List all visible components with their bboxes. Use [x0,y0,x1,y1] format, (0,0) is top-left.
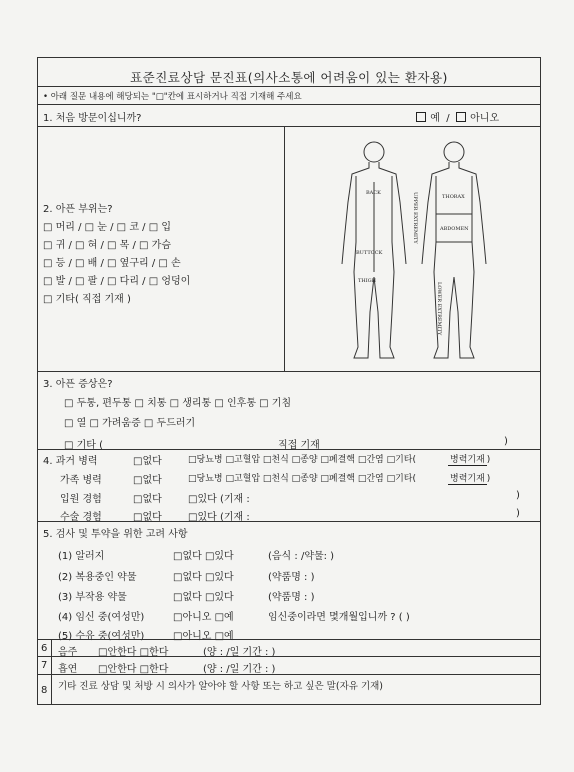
diagram-label-abdomen: ABDOMEN [440,226,469,232]
q1-options: 예 / 아니오 [416,109,499,124]
q1-no-checkbox[interactable] [456,112,466,122]
q2-row-3[interactable]: □ 등 / □ 배 / □ 옆구리 / □ 손 [43,258,181,269]
q1-yes-label: 예 [430,113,440,124]
q5-row-5-name: (5) 수유 중(여성만) [58,631,145,642]
q6-detail[interactable]: (양 : /일 기간 : ) [203,647,276,658]
q2-row-4[interactable]: □ 발 / □ 팔 / □ 다리 / □ 엉덩이 [43,276,191,287]
q4-row-4-none[interactable]: □없다 [133,512,162,523]
diagram-label-thigh: THIGH [358,278,377,284]
q3-other[interactable]: □ 기타 ( [64,440,104,451]
instruction-text: • 아래 질문 내용에 해당되는 "□"칸에 표시하거나 직접 기재해 주세요 [43,92,302,102]
q4-row-2-name: 가족 병력 [60,475,102,486]
q5-row-2-detail[interactable]: (약품명 : ) [268,572,315,583]
q4-row-1-name: 4. 과거 병력 [43,456,98,467]
q3-other-hint: 직접 기재 [278,440,320,451]
q7-detail[interactable]: (양 : /일 기간 : ) [203,664,276,675]
q4-row-1-none[interactable]: □없다 [133,456,162,467]
q7-number: 7 [41,660,48,671]
q2-row-5[interactable]: □ 기타( 직접 기재 ) [43,294,131,305]
q1-no-label: 아니오 [470,113,500,124]
q2-label: 2. 아픈 부위는? [43,204,113,215]
q5-row-5-opts[interactable]: □아니오 □예 [173,631,234,642]
diagram-label-lower-extremity: LOWER EXTREMITY [436,282,442,336]
q1-yes-checkbox[interactable] [416,112,426,122]
q7-name: 흡연 [58,664,78,675]
q3-other-end: ) [504,436,508,447]
q8-text: 기타 진료 상담 및 처방 시 의사가 알아야 할 사항 또는 하고 싶은 말(자유 기재) [58,681,384,692]
q6-number: 6 [41,643,48,654]
questionnaire-form [37,57,541,705]
q5-row-4-detail[interactable]: 임신중이라면 몇개월입니까 ? ( ) [268,612,410,623]
q5-row-2-opts[interactable]: □없다 □있다 [173,572,234,583]
q4-row-1-fill[interactable]: 병력기재 [450,455,485,465]
q2-row-2[interactable]: □ 귀 / □ 혀 / □ 목 / □ 가슴 [43,240,171,251]
q3-row-1[interactable]: □ 두통, 편두통 □ 치통 □ 생리통 □ 인후통 □ 기침 [64,398,292,409]
q5-label: 5. 검사 및 투약을 위한 고려 사항 [43,529,188,540]
q7-options[interactable]: □안한다 □한다 [98,664,169,675]
q4-row-3-end: ) [516,490,520,501]
q4-row-4-items[interactable]: □있다 (기재 : [188,512,250,523]
q5-row-1-name: (1) 알러지 [58,551,105,562]
q6-name: 음주 [58,647,78,658]
q4-row-2-none[interactable]: □없다 [133,475,162,486]
q5-row-2-name: (2) 복용중인 약물 [58,572,137,583]
q5-row-1-detail[interactable]: (음식 : /약물: ) [268,551,335,562]
q3-label: 3. 아픈 증상은? [43,379,113,390]
q5-row-3-opts[interactable]: □없다 □있다 [173,592,234,603]
q8-number: 8 [41,685,48,696]
q4-row-3-none[interactable]: □없다 [133,494,162,505]
q4-row-1-end: ) [486,455,491,465]
diagram-label-thorax: THORAX [442,194,465,200]
q4-row-4-end: ) [516,508,520,519]
q4-row-4-name: 수술 경험 [60,512,102,523]
q4-row-2-fill[interactable]: 병력기재 [450,474,485,484]
q1-label: 1. 처음 방문이십니까? [43,113,142,124]
q5-row-3-detail[interactable]: (약품명 : ) [268,592,315,603]
q4-row-1-items[interactable]: □당뇨병 □고혈압 □천식 □종양 □폐결핵 □간염 □기타( [188,455,416,465]
diagram-label-upper-extremity: UPPER EXTREMITY [412,192,418,244]
q5-row-4-name: (4) 임신 중(여성만) [58,612,145,623]
q2-row-1[interactable]: □ 머리 / □ 눈 / □ 코 / □ 입 [43,222,171,233]
q5-row-4-opts[interactable]: □아니오 □예 [173,612,234,623]
q4-row-2-end: ) [486,474,491,484]
q5-row-3-name: (3) 부작용 약물 [58,592,127,603]
q4-row-3-items[interactable]: □있다 (기재 : [188,494,250,505]
q6-options[interactable]: □안한다 □한다 [98,647,169,658]
diagram-label-back: BACK [366,190,381,196]
body-diagram [334,132,494,368]
diagram-label-buttock: BUTTOCK [356,250,383,256]
q3-row-2[interactable]: □ 열 □ 가려움증 □ 두드러기 [64,418,196,429]
q4-row-3-name: 입원 경험 [60,494,102,505]
q4-row-2-items[interactable]: □당뇨병 □고혈압 □천식 □종양 □폐결핵 □간염 □기타( [188,474,416,484]
form-title: 표준진료상담 문진표(의사소통에 어려움이 있는 환자용) [130,70,448,85]
q5-row-1-opts[interactable]: □없다 □있다 [173,551,234,562]
